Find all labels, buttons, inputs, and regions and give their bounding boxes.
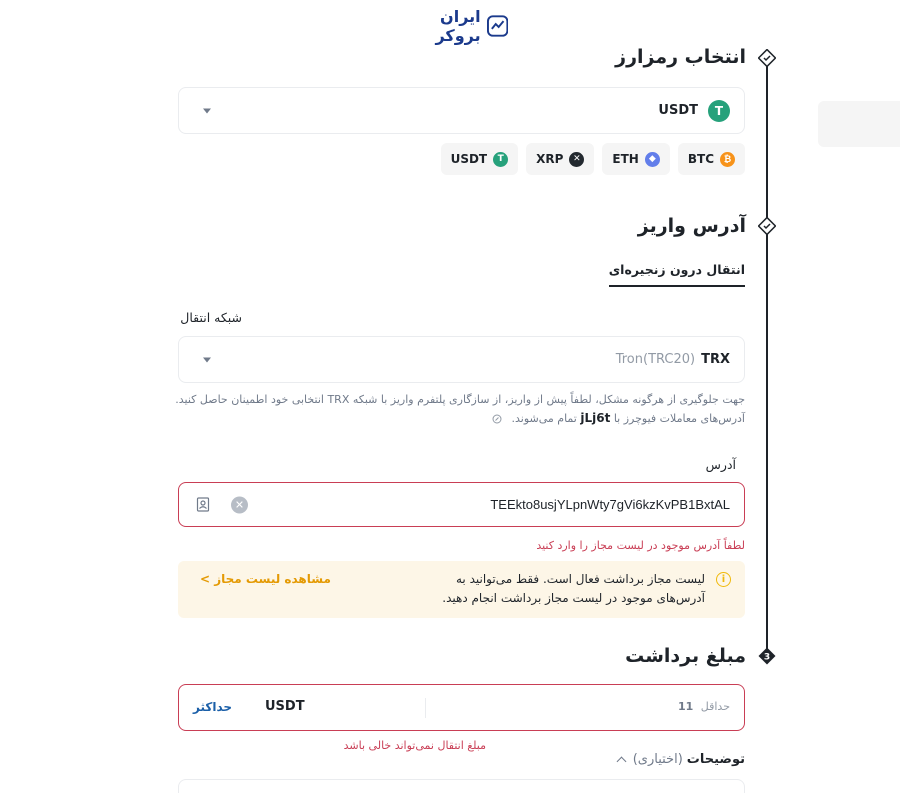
address-book-icon[interactable] <box>195 497 211 513</box>
step-marker-crypto <box>758 49 776 67</box>
chip-label: BTC <box>687 152 714 166</box>
crypto-select-value: USDT <box>658 103 698 118</box>
amount-error: مبلغ انتقال نمی‌تواند خالی باشد <box>343 739 486 752</box>
description-label: توضیحات <box>686 752 745 767</box>
tab-onchain-transfer[interactable]: انتقال درون زنجیره‌ای <box>609 262 745 287</box>
eth-icon: ◆ <box>645 152 660 167</box>
section-title-amount: مبلغ برداشت <box>625 645 746 667</box>
xrp-icon: ✕ <box>569 152 584 167</box>
crypto-select[interactable] <box>178 87 745 134</box>
network-select[interactable] <box>178 336 745 383</box>
side-panel <box>818 101 900 147</box>
description-input[interactable] <box>178 779 745 793</box>
chip-label: USDT <box>450 152 488 166</box>
step-marker-deposit <box>758 217 776 235</box>
brand-name: ایران بروکر <box>435 7 481 45</box>
info-icon: i <box>716 572 731 587</box>
chip-usdt[interactable] <box>441 143 519 175</box>
usdt-icon: T <box>493 152 508 167</box>
notice-line-2 <box>175 409 745 428</box>
min-amount <box>678 700 730 713</box>
warning-text: لیست مجاز برداشت فعال است. فقط می‌توانید به آدرس‌های موجود در لیست مجاز برداشت انجام دهید. <box>442 572 705 605</box>
network-main-label: TRX <box>701 352 730 367</box>
chip-eth[interactable] <box>602 143 669 175</box>
amount-unit: USDT <box>265 699 305 714</box>
step-number: 3 <box>763 652 771 663</box>
chip-label: ETH <box>612 152 639 166</box>
notice-line-1: جهت جلوگیری از هرگونه مشکل، لطفاً پیش از واریز، از سازگاری پلتفرم واریز با شبکه TRX انتخابی خود اطمینان حاصل کنید. <box>175 393 745 406</box>
numbered-diamond-icon <box>758 647 776 665</box>
check-diamond-icon <box>758 217 776 235</box>
network-notice <box>175 391 745 428</box>
chevron-up-icon <box>616 757 626 767</box>
steps-timeline <box>766 58 768 658</box>
network-label: شبکه انتقال <box>180 310 242 325</box>
chip-btc[interactable] <box>678 143 745 175</box>
brand-logo[interactable] <box>392 7 508 45</box>
notice-suffix: تمام می‌شوند. <box>511 412 577 425</box>
network-select-value <box>616 352 730 367</box>
quick-coin-chips <box>426 143 745 175</box>
brand-chart-icon <box>487 15 508 37</box>
whitelist-warning <box>178 561 745 618</box>
description-optional: (اختیاری) <box>632 752 683 767</box>
min-amount-label: حداقل <box>700 700 730 713</box>
link-icon[interactable] <box>492 414 502 424</box>
clear-icon[interactable]: ✕ <box>231 496 248 513</box>
min-amount-value: 11 <box>677 700 694 713</box>
section-title-crypto: انتخاب رمزارز <box>615 46 746 68</box>
address-actions <box>195 496 248 513</box>
step-marker-amount <box>758 647 776 665</box>
max-amount-button[interactable]: حداکثر <box>193 700 233 714</box>
address-value: TEEkto8usjYLpnWty7gVi6kzKvPB1BxtAL <box>490 497 730 512</box>
caret-down-icon <box>203 108 211 113</box>
network-sub-label: Tron(TRC20) <box>615 352 696 367</box>
description-toggle[interactable] <box>618 752 745 767</box>
address-error: لطفاً آدرس موجود در لیست مجاز را وارد کنید <box>536 539 745 552</box>
caret-down-icon <box>203 357 211 362</box>
amount-divider <box>425 698 426 718</box>
usdt-icon: T <box>708 100 730 122</box>
chip-label: XRP <box>536 152 564 166</box>
view-whitelist-link[interactable]: مشاهده لیست مجاز > <box>200 572 331 586</box>
notice-prefix: آدرس‌های معاملات فیوچرز با <box>613 412 745 425</box>
check-diamond-icon <box>758 49 776 67</box>
amount-input[interactable] <box>178 684 745 731</box>
btc-icon: ₿ <box>720 152 735 167</box>
notice-tag: jLj6t <box>580 411 611 425</box>
section-title-deposit: آدرس واریز <box>637 215 746 237</box>
address-input[interactable] <box>178 482 745 527</box>
chip-xrp[interactable] <box>526 143 594 175</box>
address-label: آدرس <box>705 457 736 472</box>
